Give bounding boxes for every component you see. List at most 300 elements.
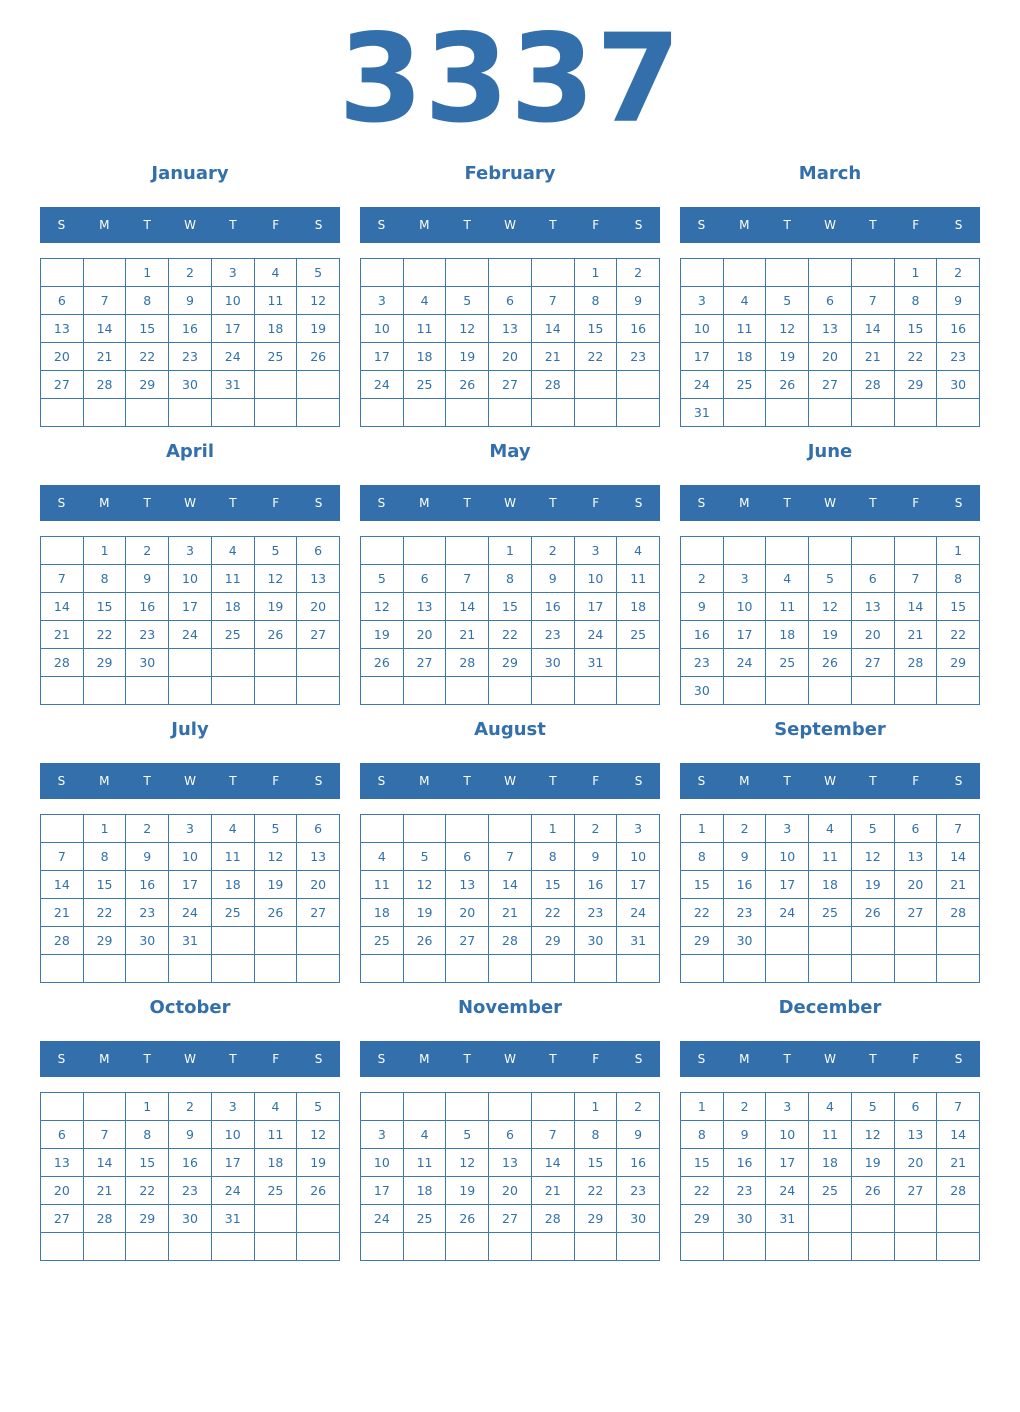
- day-cell: [297, 371, 340, 399]
- weekday-label: F: [272, 774, 280, 788]
- day-cell: 17: [766, 871, 809, 899]
- day-cell: 14: [852, 315, 895, 343]
- day-cell: [681, 259, 724, 287]
- day-cell: 6: [41, 1121, 84, 1149]
- day-cell: 30: [617, 1205, 660, 1233]
- weekday-label: M: [99, 218, 110, 232]
- weekday-label: S: [634, 1052, 643, 1066]
- month-name: September: [774, 719, 886, 740]
- day-cell: 30: [532, 649, 575, 677]
- weekday-label: S: [377, 218, 386, 232]
- day-cell: 22: [681, 899, 724, 927]
- day-cell: 13: [489, 315, 532, 343]
- day-cell: 9: [937, 287, 980, 315]
- day-cell: 14: [937, 843, 980, 871]
- day-cell: 10: [361, 1149, 404, 1177]
- day-cell: 6: [809, 287, 852, 315]
- day-cell: 27: [809, 371, 852, 399]
- weekday-label: T: [463, 218, 471, 232]
- day-cell: 4: [361, 843, 404, 871]
- month-august: [360, 714, 660, 982]
- day-cell: [446, 677, 489, 705]
- weekday-label: F: [272, 218, 280, 232]
- day-cell: [84, 955, 127, 983]
- weekday-label: S: [377, 1052, 386, 1066]
- day-grid: [680, 814, 980, 983]
- day-cell: [724, 1233, 767, 1261]
- day-cell: [852, 259, 895, 287]
- day-cell: [41, 815, 84, 843]
- day-cell: [41, 259, 84, 287]
- day-cell: 5: [766, 287, 809, 315]
- day-cell: 3: [361, 1121, 404, 1149]
- day-cell: 15: [126, 315, 169, 343]
- day-cell: 3: [212, 1093, 255, 1121]
- day-cell: [446, 1233, 489, 1261]
- day-cell: 26: [297, 1177, 340, 1205]
- day-cell: 4: [212, 537, 255, 565]
- day-cell: [575, 371, 618, 399]
- day-cell: 7: [532, 1121, 575, 1149]
- day-cell: [126, 677, 169, 705]
- day-cell: 30: [681, 677, 724, 705]
- day-cell: 20: [895, 871, 938, 899]
- day-cell: 27: [41, 1205, 84, 1233]
- day-cell: 18: [404, 343, 447, 371]
- day-cell: [937, 927, 980, 955]
- day-cell: [169, 649, 212, 677]
- day-cell: [84, 1093, 127, 1121]
- weekday-label: T: [549, 496, 557, 510]
- weekday-label: M: [739, 496, 750, 510]
- day-cell: [255, 649, 298, 677]
- day-cell: [212, 1233, 255, 1261]
- day-cell: [41, 1233, 84, 1261]
- day-cell: 1: [937, 537, 980, 565]
- weekday-header: [40, 1041, 340, 1077]
- day-cell: 28: [84, 371, 127, 399]
- day-cell: 3: [575, 537, 618, 565]
- day-cell: 9: [126, 843, 169, 871]
- day-cell: 26: [255, 621, 298, 649]
- day-cell: [361, 815, 404, 843]
- day-cell: 25: [809, 899, 852, 927]
- day-cell: [724, 259, 767, 287]
- weekday-label: F: [912, 496, 920, 510]
- day-cell: [212, 927, 255, 955]
- day-cell: 20: [404, 621, 447, 649]
- day-cell: 23: [724, 1177, 767, 1205]
- day-cell: 1: [575, 1093, 618, 1121]
- day-cell: 21: [937, 1149, 980, 1177]
- day-cell: [361, 259, 404, 287]
- day-cell: 9: [681, 593, 724, 621]
- weekday-label: S: [697, 774, 706, 788]
- day-cell: 8: [575, 287, 618, 315]
- day-cell: 25: [724, 371, 767, 399]
- day-cell: 30: [169, 371, 212, 399]
- day-cell: 2: [575, 815, 618, 843]
- day-cell: 13: [895, 843, 938, 871]
- day-cell: 5: [852, 815, 895, 843]
- day-cell: 22: [84, 899, 127, 927]
- day-cell: 9: [126, 565, 169, 593]
- day-cell: 25: [617, 621, 660, 649]
- day-cell: 29: [575, 1205, 618, 1233]
- day-cell: [809, 1205, 852, 1233]
- day-cell: 22: [937, 621, 980, 649]
- weekday-label: T: [783, 218, 791, 232]
- day-cell: 3: [766, 1093, 809, 1121]
- weekday-label: T: [463, 1052, 471, 1066]
- day-cell: 27: [895, 899, 938, 927]
- day-cell: 27: [446, 927, 489, 955]
- day-cell: 20: [41, 1177, 84, 1205]
- day-cell: 14: [895, 593, 938, 621]
- day-cell: 3: [169, 537, 212, 565]
- day-cell: 24: [766, 899, 809, 927]
- day-cell: [895, 677, 938, 705]
- day-cell: 20: [41, 343, 84, 371]
- weekday-label: T: [463, 496, 471, 510]
- day-cell: 17: [169, 593, 212, 621]
- day-cell: [169, 955, 212, 983]
- day-cell: 14: [489, 871, 532, 899]
- day-cell: [212, 399, 255, 427]
- day-cell: 16: [724, 1149, 767, 1177]
- day-cell: 19: [852, 1149, 895, 1177]
- day-cell: 22: [126, 1177, 169, 1205]
- day-cell: 4: [404, 1121, 447, 1149]
- day-cell: 18: [361, 899, 404, 927]
- weekday-label: M: [739, 218, 750, 232]
- weekday-label: F: [272, 1052, 280, 1066]
- weekday-label: S: [314, 496, 323, 510]
- weekday-header: [40, 207, 340, 243]
- day-cell: 22: [532, 899, 575, 927]
- day-cell: 19: [766, 343, 809, 371]
- day-cell: 13: [446, 871, 489, 899]
- day-cell: 25: [404, 1205, 447, 1233]
- day-cell: 16: [724, 871, 767, 899]
- day-cell: 13: [895, 1121, 938, 1149]
- day-cell: 21: [446, 621, 489, 649]
- day-cell: 6: [895, 1093, 938, 1121]
- day-cell: [404, 815, 447, 843]
- day-cell: 16: [937, 315, 980, 343]
- day-cell: 19: [809, 621, 852, 649]
- day-cell: 30: [126, 927, 169, 955]
- day-cell: [852, 955, 895, 983]
- weekday-label: T: [143, 218, 151, 232]
- day-cell: 3: [617, 815, 660, 843]
- day-cell: 15: [937, 593, 980, 621]
- day-cell: 30: [724, 1205, 767, 1233]
- weekday-label: T: [143, 496, 151, 510]
- day-cell: 5: [255, 537, 298, 565]
- day-cell: 10: [575, 565, 618, 593]
- day-cell: [84, 1233, 127, 1261]
- day-cell: 9: [169, 287, 212, 315]
- weekday-label: S: [634, 218, 643, 232]
- day-cell: [404, 1233, 447, 1261]
- day-cell: 6: [489, 287, 532, 315]
- day-cell: 3: [361, 287, 404, 315]
- day-cell: 11: [255, 1121, 298, 1149]
- day-cell: 17: [681, 343, 724, 371]
- month-april: [40, 436, 340, 704]
- day-cell: 28: [937, 899, 980, 927]
- day-cell: 28: [852, 371, 895, 399]
- weekday-label: W: [184, 496, 196, 510]
- day-cell: 4: [255, 1093, 298, 1121]
- day-cell: [532, 259, 575, 287]
- day-cell: 17: [212, 1149, 255, 1177]
- day-cell: 29: [126, 371, 169, 399]
- day-cell: 24: [681, 371, 724, 399]
- weekday-header: [680, 763, 980, 799]
- day-cell: 24: [575, 621, 618, 649]
- day-cell: 1: [681, 1093, 724, 1121]
- day-cell: 31: [212, 1205, 255, 1233]
- day-cell: 28: [532, 371, 575, 399]
- day-cell: 2: [724, 1093, 767, 1121]
- day-cell: [809, 677, 852, 705]
- day-cell: 14: [84, 1149, 127, 1177]
- day-cell: 12: [766, 315, 809, 343]
- day-cell: 5: [404, 843, 447, 871]
- weekday-label: F: [592, 774, 600, 788]
- day-cell: 25: [212, 621, 255, 649]
- day-cell: 11: [212, 843, 255, 871]
- day-cell: 11: [724, 315, 767, 343]
- day-cell: 29: [681, 1205, 724, 1233]
- day-cell: [84, 677, 127, 705]
- day-cell: [937, 677, 980, 705]
- day-cell: [681, 537, 724, 565]
- day-cell: [297, 955, 340, 983]
- day-cell: 13: [297, 565, 340, 593]
- day-cell: 6: [41, 287, 84, 315]
- day-cell: 19: [255, 871, 298, 899]
- day-cell: 31: [681, 399, 724, 427]
- day-cell: 29: [681, 927, 724, 955]
- day-cell: [41, 955, 84, 983]
- weekday-header: [680, 207, 980, 243]
- day-cell: [404, 955, 447, 983]
- weekday-label: M: [419, 1052, 430, 1066]
- day-grid: [40, 1092, 340, 1261]
- day-cell: 11: [766, 593, 809, 621]
- day-cell: 2: [126, 537, 169, 565]
- day-cell: [852, 537, 895, 565]
- day-cell: 8: [84, 565, 127, 593]
- day-cell: 5: [361, 565, 404, 593]
- weekday-label: S: [634, 496, 643, 510]
- day-cell: 21: [41, 899, 84, 927]
- weekday-label: T: [869, 1052, 877, 1066]
- weekday-label: F: [912, 774, 920, 788]
- day-cell: 2: [681, 565, 724, 593]
- day-cell: [617, 371, 660, 399]
- months-grid: [40, 158, 980, 1260]
- weekday-label: S: [954, 218, 963, 232]
- day-cell: 11: [809, 1121, 852, 1149]
- day-cell: [575, 955, 618, 983]
- month-name: October: [149, 997, 231, 1018]
- day-cell: 19: [852, 871, 895, 899]
- day-cell: 16: [126, 871, 169, 899]
- day-cell: 17: [361, 343, 404, 371]
- weekday-label: M: [419, 218, 430, 232]
- day-cell: [937, 1205, 980, 1233]
- day-cell: [724, 955, 767, 983]
- day-cell: [41, 399, 84, 427]
- day-cell: 21: [84, 343, 127, 371]
- day-grid: [40, 536, 340, 705]
- day-cell: 1: [895, 259, 938, 287]
- day-cell: 8: [489, 565, 532, 593]
- day-grid: [680, 258, 980, 427]
- day-cell: [446, 955, 489, 983]
- day-cell: 12: [361, 593, 404, 621]
- day-cell: 8: [532, 843, 575, 871]
- day-cell: [84, 259, 127, 287]
- day-cell: [255, 399, 298, 427]
- month-name: November: [457, 997, 563, 1018]
- day-cell: 26: [446, 1205, 489, 1233]
- day-cell: [617, 1233, 660, 1261]
- day-cell: [937, 399, 980, 427]
- day-cell: 11: [809, 843, 852, 871]
- day-cell: 2: [617, 1093, 660, 1121]
- day-cell: 24: [169, 621, 212, 649]
- day-cell: 9: [617, 287, 660, 315]
- day-cell: 23: [126, 899, 169, 927]
- weekday-label: M: [99, 1052, 110, 1066]
- day-cell: 14: [446, 593, 489, 621]
- day-cell: 20: [895, 1149, 938, 1177]
- day-grid: [360, 1092, 660, 1261]
- day-cell: 3: [766, 815, 809, 843]
- day-cell: 24: [617, 899, 660, 927]
- day-cell: 24: [169, 899, 212, 927]
- day-cell: [297, 1205, 340, 1233]
- day-cell: 25: [255, 343, 298, 371]
- day-cell: [895, 1233, 938, 1261]
- day-cell: 16: [126, 593, 169, 621]
- weekday-label: W: [184, 218, 196, 232]
- day-cell: 12: [297, 287, 340, 315]
- weekday-label: T: [229, 218, 237, 232]
- month-may: [360, 436, 660, 704]
- day-cell: 14: [41, 593, 84, 621]
- day-cell: 16: [681, 621, 724, 649]
- day-cell: 10: [766, 1121, 809, 1149]
- weekday-header: [40, 763, 340, 799]
- day-cell: 29: [532, 927, 575, 955]
- day-cell: 5: [446, 287, 489, 315]
- day-cell: 28: [84, 1205, 127, 1233]
- day-cell: 7: [489, 843, 532, 871]
- day-cell: [41, 677, 84, 705]
- day-cell: [681, 1233, 724, 1261]
- day-cell: 4: [724, 287, 767, 315]
- weekday-label: S: [57, 1052, 66, 1066]
- day-cell: [297, 399, 340, 427]
- day-cell: 10: [169, 843, 212, 871]
- day-cell: 19: [361, 621, 404, 649]
- day-grid: [680, 1092, 980, 1261]
- day-cell: 31: [169, 927, 212, 955]
- day-cell: 28: [895, 649, 938, 677]
- day-cell: 29: [489, 649, 532, 677]
- day-cell: [681, 955, 724, 983]
- day-cell: 13: [809, 315, 852, 343]
- day-cell: 2: [532, 537, 575, 565]
- day-cell: 2: [169, 1093, 212, 1121]
- day-cell: [361, 1233, 404, 1261]
- day-cell: 21: [532, 343, 575, 371]
- day-cell: 11: [361, 871, 404, 899]
- day-cell: 22: [681, 1177, 724, 1205]
- day-cell: 18: [404, 1177, 447, 1205]
- weekday-label: S: [634, 774, 643, 788]
- day-cell: 14: [84, 315, 127, 343]
- weekday-label: W: [824, 218, 836, 232]
- day-cell: [766, 259, 809, 287]
- day-cell: 2: [937, 259, 980, 287]
- day-cell: 30: [724, 927, 767, 955]
- day-cell: [255, 1205, 298, 1233]
- day-cell: 29: [937, 649, 980, 677]
- weekday-label: M: [99, 496, 110, 510]
- day-cell: 18: [255, 315, 298, 343]
- day-cell: [489, 399, 532, 427]
- day-cell: 18: [766, 621, 809, 649]
- day-cell: 12: [852, 1121, 895, 1149]
- day-cell: [489, 1093, 532, 1121]
- day-cell: 6: [297, 815, 340, 843]
- day-cell: 4: [404, 287, 447, 315]
- day-cell: 30: [126, 649, 169, 677]
- day-cell: 15: [126, 1149, 169, 1177]
- weekday-label: T: [549, 774, 557, 788]
- day-cell: 25: [809, 1177, 852, 1205]
- weekday-label: S: [954, 774, 963, 788]
- day-cell: 13: [404, 593, 447, 621]
- day-cell: 13: [41, 315, 84, 343]
- weekday-label: S: [314, 218, 323, 232]
- day-cell: [361, 537, 404, 565]
- day-cell: 27: [852, 649, 895, 677]
- day-cell: [297, 649, 340, 677]
- day-cell: 10: [766, 843, 809, 871]
- day-cell: 2: [169, 259, 212, 287]
- day-cell: 13: [297, 843, 340, 871]
- day-cell: 19: [446, 343, 489, 371]
- day-cell: 19: [446, 1177, 489, 1205]
- day-cell: [255, 371, 298, 399]
- day-cell: 27: [404, 649, 447, 677]
- day-cell: [297, 927, 340, 955]
- day-cell: 21: [852, 343, 895, 371]
- day-cell: 29: [84, 649, 127, 677]
- day-cell: [724, 537, 767, 565]
- day-cell: [809, 399, 852, 427]
- day-cell: [489, 259, 532, 287]
- day-cell: 27: [895, 1177, 938, 1205]
